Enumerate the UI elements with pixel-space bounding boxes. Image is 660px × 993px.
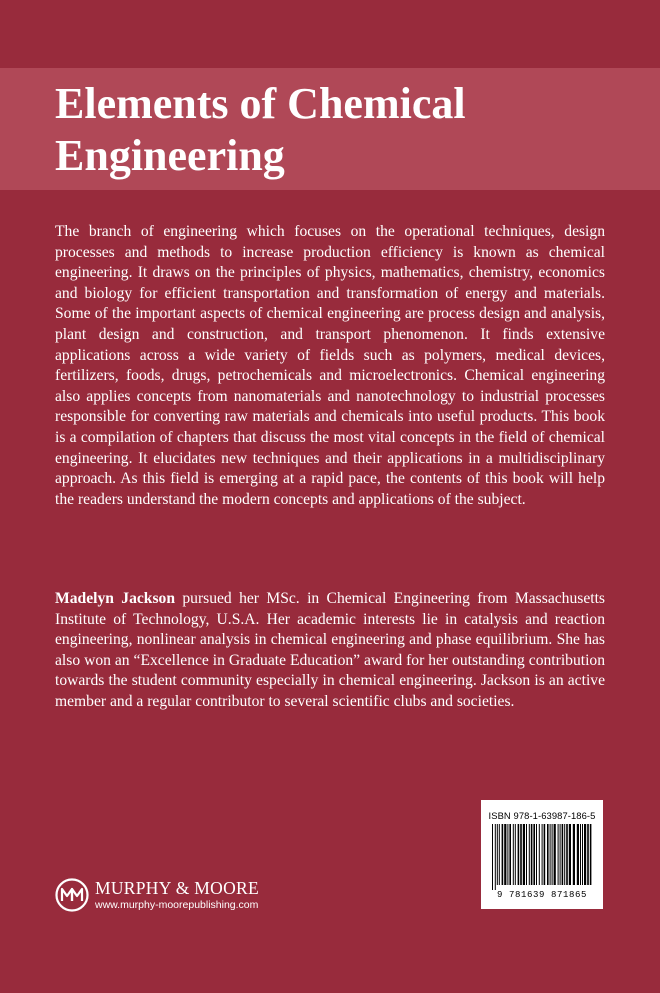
- isbn-label: ISBN 978-1-63987-186-5: [488, 810, 596, 821]
- barcode-digits: 9 781639 871865: [496, 890, 587, 900]
- book-title: Elements of Chemical Engineering: [55, 79, 466, 180]
- publisher-name: MURPHY & MOORE: [95, 878, 259, 898]
- barcode-icon: [490, 824, 594, 890]
- publisher-url: www.murphy-moorepublishing.com: [95, 899, 259, 911]
- book-description: The branch of engineering which focuses on the operational techniques, design processes and methods to increase production efficiency is known as chemical engineering. It draws on the principles of physics, mathematics, chemistry, economics and biology for efficient transportation and transformation of energy and materials. Some of the important aspects of chemical engineering are process design and analysis, plant design and construction, and transport phenomenon. It finds extensive applications across a wide variety of fields such as polymers, medical devices, fertilizers, foods, drugs, petrochemicals and microelectronics. Chemical engineering also applies concepts from nanomaterials and nanotechnology to industrial processes responsible for converting raw materials and chemicals into useful products. This book is a compilation of chapters that discuss the most vital concepts in the field of chemical engineering. It elucidates new techniques and their applications in a multidisciplinary approach. As this field is emerging at a rapid pace, the contents of this book will help the readers understand the modern concepts and applications of the subject.: [55, 223, 605, 508]
- author-bio-text: pursued her MSc. in Chemical Engineering from Massachusetts Institute of Technology, U.S.A. Her academic interests lie in catalysis and reaction engineering, nonlinear analysis in chemical engineering and phase equilibrium. She has also won an “Excellence in Graduate Education” award for her outstanding contribution towards the student community especially in chemical engineering. Jackson is an active member and a regular contributor to several scientific clubs and societies.: [55, 590, 605, 710]
- mm-circle-logo-icon: [55, 878, 89, 912]
- author-bio: [55, 589, 605, 713]
- isbn-barcode-box: [481, 800, 603, 909]
- author-name: Madelyn Jackson: [55, 590, 175, 607]
